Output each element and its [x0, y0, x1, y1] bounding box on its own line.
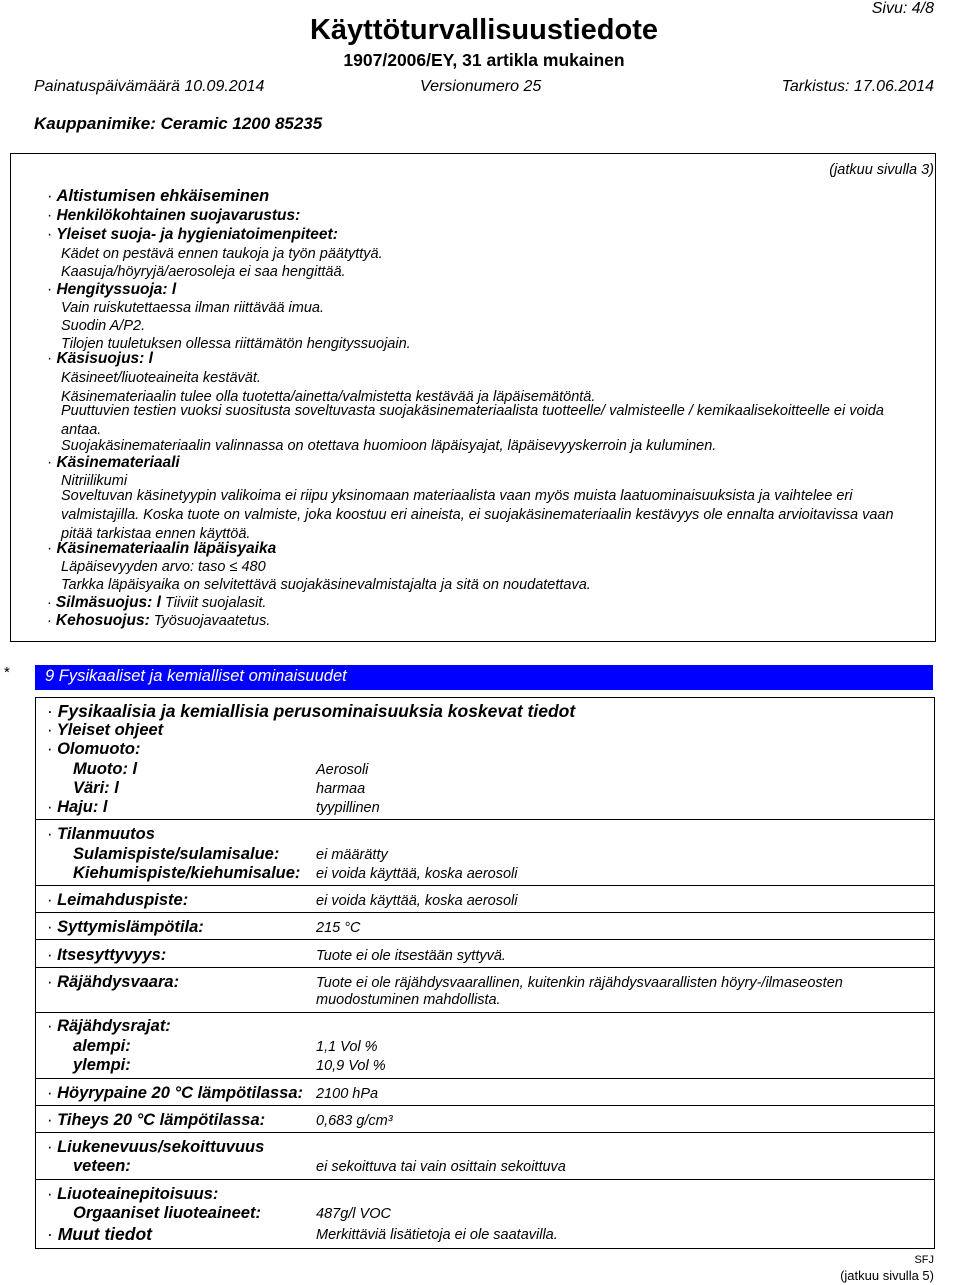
footer-code: SFJ	[914, 1254, 934, 1266]
divider	[36, 1132, 934, 1133]
lower-limit-value: 1,1 Vol %	[316, 1039, 378, 1055]
revision-marker: *	[4, 664, 10, 681]
melting-point-value: ei määrätty	[316, 847, 388, 863]
flash-point-value: ei voida käyttää, koska aerosoli	[316, 893, 518, 909]
other-info-label: · Muut tiedot	[47, 1224, 152, 1244]
respiratory-heading: · Hengityssuoja: l	[47, 281, 177, 298]
exposure-heading: · Altistumisen ehkäiseminen	[47, 187, 270, 205]
eye-protection: · Silmäsuojus: l Tiiviit suojalasit.	[47, 594, 267, 611]
hygiene-heading: · Yleiset suoja- ja hygieniatoimenpiteet:	[47, 226, 338, 243]
respiratory-line-1: Vain ruiskutettaessa ilman riittävää imua.	[61, 300, 324, 316]
solvent-content-label: · Liuoteainepitoisuus:	[47, 1185, 219, 1203]
print-date: Painatuspäivämäärä 10.09.2014	[34, 78, 265, 95]
form-value: Aerosoli	[316, 762, 369, 778]
flash-point-label: · Leimahduspiste:	[47, 891, 189, 909]
document-subtitle: 1907/2006/EY, 31 artikla mukainen	[343, 50, 625, 70]
color-value: harmaa	[316, 781, 366, 797]
properties-heading: · Fysikaalisia ja kemiallisia perusominaisuuksia koskevat tiedot	[47, 701, 576, 721]
trade-name: Kauppanimike: Ceramic 1200 85235	[34, 114, 323, 133]
state-change-label: · Tilanmuutos	[47, 825, 155, 843]
other-info-value: Merkittäviä lisätietoja ei ole saatavilla.	[316, 1227, 558, 1243]
self-ignition-label: · Itsesyttyvyys:	[47, 946, 167, 964]
ignition-temp-label: · Syttymislämpötila:	[47, 918, 204, 936]
explosion-limits-label: · Räjähdysrajat:	[47, 1017, 171, 1035]
divider	[36, 967, 934, 968]
respiratory-line-3: Tilojen tuuletuksen ollessa riittämätön hengityssuojain.	[61, 336, 411, 352]
boiling-point-value: ei voida käyttää, koska aerosoli	[316, 866, 518, 882]
hand-line-1: Käsineet/liuoteaineita kestävät.	[61, 370, 261, 386]
material-line-1: Nitriilikumi	[61, 473, 128, 489]
explosion-hazard-value-1: Tuote ei ole räjähdysvaarallinen, kuitenkin räjähdysvaarallisten höyry-/ilmaseosten	[316, 975, 843, 991]
melting-point-label: Sulamispiste/sulamisalue:	[73, 845, 280, 863]
organic-solvents-label: Orgaaniset liuoteaineet:	[73, 1204, 261, 1222]
hygiene-line-2: Kaasuja/höyryjä/aerosoleja ei saa hengittää.	[61, 264, 346, 280]
odor-value: tyypillinen	[316, 800, 380, 816]
material-line-2: Soveltuvan käsinetyypin valikoima ei riipu yksinomaan materiaalista vaan myös muista laatuominaisuuksista ja vaihtelee eri valmistajilla. Koska tuote on valmiste, joka koostuu eri aineista, ei suojakäsinemateriaalin kestävyys ole ennalta arvioitavissa vaan pitää tarkistaa ennen käyttöä.	[61, 488, 894, 542]
hand-line-2: Käsinemateriaalin tulee olla tuotetta/ainetta/valmistetta kestävää ja läpäisemätöntä.	[61, 389, 596, 405]
page-number: Sivu: 4/8	[871, 0, 934, 17]
form-label: Muoto: l	[73, 760, 138, 778]
breakthrough-line-2: Tarkka läpäisyaika on selvitettävä suojakäsinevalmistajalta ja sitä on noudatettava.	[61, 577, 591, 593]
vapour-pressure-value: 2100 hPa	[316, 1086, 379, 1102]
upper-limit-label: ylempi:	[73, 1056, 131, 1074]
solubility-label-water: veteen:	[73, 1157, 131, 1175]
material-heading: · Käsinemateriaali	[47, 454, 180, 471]
divider	[36, 912, 934, 913]
appearance-label: · Olomuoto:	[47, 740, 141, 758]
vapour-pressure-label: · Höyrypaine 20 °C lämpötilassa:	[47, 1084, 304, 1102]
breakthrough-heading: · Käsinemateriaalin läpäisyaika	[47, 540, 277, 557]
revision-date: Tarkistus: 17.06.2014	[781, 78, 934, 95]
odor-label: · Haju: l	[47, 798, 108, 816]
section-9-title: 9 Fysikaaliset ja kemialliset ominaisuudet	[45, 667, 347, 685]
explosion-hazard-value-2: muodostuminen mahdollista.	[316, 992, 501, 1008]
density-value: 0,683 g/cm³	[316, 1113, 393, 1129]
divider	[36, 1078, 934, 1079]
explosion-hazard-label: · Räjähdysvaara:	[47, 973, 180, 991]
ppe-heading: · Henkilökohtainen suojavarustus:	[47, 207, 301, 224]
divider	[36, 1105, 934, 1106]
divider	[36, 885, 934, 886]
continued-from: (jatkuu sivulla 3)	[829, 162, 934, 178]
ignition-temp-value: 215 °C	[316, 920, 361, 936]
solubility-value: ei sekoittuva tai vain osittain sekoittuva	[316, 1159, 566, 1175]
breakthrough-line-1: Läpäisevyyden arvo: taso ≤ 480	[61, 559, 266, 575]
divider	[36, 939, 934, 940]
divider	[36, 819, 934, 820]
document-title: Käyttöturvallisuustiedote	[309, 14, 659, 46]
divider	[36, 1179, 934, 1180]
continued-to: (jatkuu sivulla 5)	[840, 1268, 934, 1283]
upper-limit-value: 10,9 Vol %	[316, 1058, 386, 1074]
general-info: · Yleiset ohjeet	[47, 721, 164, 739]
hand-line-3: Puuttuvien testien vuoksi suositusta soveltuvasta suojakäsinemateriaalista tuotteelle/ valmisteelle / kemikaalisekoitteelle ei voida antaa.	[61, 403, 884, 438]
body-protection: · Kehosuojus: Työsuojavaatetus.	[47, 612, 271, 629]
hand-heading: · Käsisuojus: l	[47, 350, 153, 367]
divider	[36, 1012, 934, 1013]
hygiene-line-1: Kädet on pestävä ennen taukoja ja työn päätyttyä.	[61, 246, 383, 262]
self-ignition-value: Tuote ei ole itsestään syttyvä.	[316, 948, 506, 964]
organic-solvents-value: 487g/l VOC	[316, 1206, 391, 1222]
solubility-label: · Liukenevuus/sekoittuvuus	[47, 1138, 265, 1156]
hand-line-4: Suojakäsinemateriaalin valinnassa on otettava huomioon läpäisyajat, läpäisevyyskerroin ja kuluminen.	[61, 438, 717, 454]
boiling-point-label: Kiehumispiste/kiehumisalue:	[73, 864, 301, 882]
color-label: Väri: l	[73, 779, 119, 797]
lower-limit-label: alempi:	[73, 1037, 131, 1055]
respiratory-line-2: Suodin A/P2.	[61, 318, 146, 334]
version-number: Versionumero 25	[420, 78, 542, 95]
density-label: · Tiheys 20 °C lämpötilassa:	[47, 1111, 266, 1129]
